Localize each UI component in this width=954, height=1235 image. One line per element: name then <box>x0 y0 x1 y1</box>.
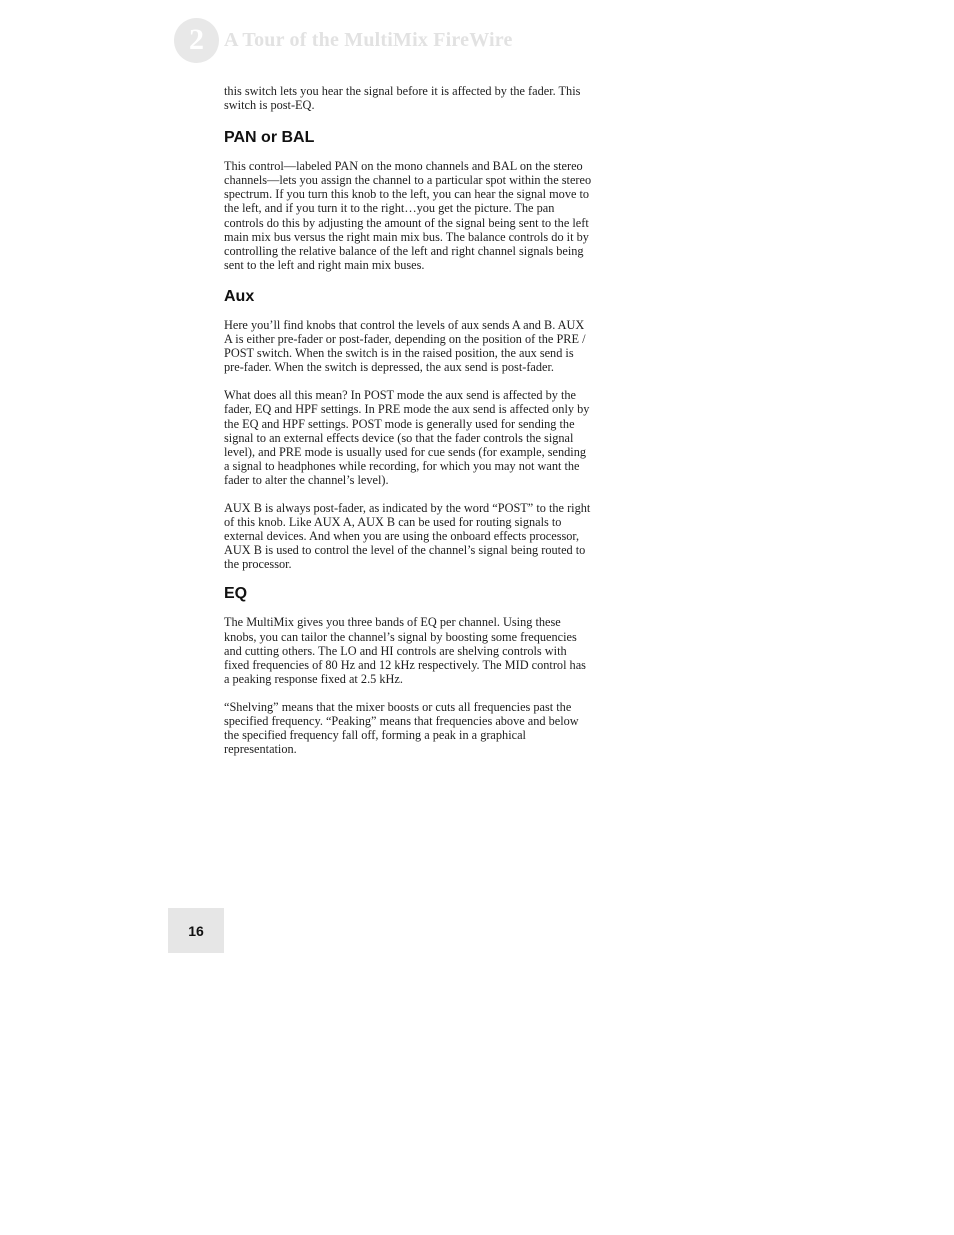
aux-paragraph-1: Here you’ll find knobs that control the levels of aux sends A and B. AUX A is either pre-fader or post-fader, depending on the position of the PRE / POST switch. When the switch is in the raised position, the aux send is pre-fader. When the switch is depressed, the aux send is post-fader. <box>224 317 586 375</box>
intro-paragraph: this switch lets you hear the signal before it is affected by the fader. This switch is post-EQ. <box>224 84 581 113</box>
eq-paragraph-2: “Shelving” means that the mixer boosts or cuts all frequencies past the specified frequency. “Peaking” means that frequencies above and below the specified frequency fall off, forming a peak in a graphical representation. <box>224 699 579 757</box>
page-content <box>224 84 592 756</box>
aux-paragraph-3: AUX B is always post-fader, as indicated by the word “POST” to the right of this knob. Like AUX A, AUX B can be used for routing signals to external devices. And when you are using the onboard effects processor, AUX B is used to control the level of the channel’s signal being routed to the processor. <box>224 500 591 572</box>
section-heading-aux: Aux <box>224 287 255 305</box>
eq-paragraph-1: The MultiMix gives you three bands of EQ per channel. Using these knobs, you can tailor the channel’s signal by boosting some frequencies and cutting others. The LO and HI controls are shelving controls with fixed frequencies of 80 Hz and 12 kHz respectively. The MID control has a peaking response fixed at 2.5 kHz. <box>224 615 586 686</box>
pan-paragraph-1: This control—labeled PAN on the mono channels and BAL on the stereo channels—lets you assign the channel to a particular spot within the stereo spectrum. If you turn this knob to the left, you can hear the signal move to the left, and if you turn it to the right…you get the picture. The pan controls do this by adjusting the amount of the signal being sent to the left main mix bus versus the right main mix bus. The balance controls do it by controlling the relative balance of the left and right channel signals being sent to the left and right main mix buses. <box>224 159 592 272</box>
aux-paragraph-2: What does all this mean? In POST mode the aux send is affected by the fader, EQ and HPF settings. In PRE mode the aux send is affected only by the EQ and HPF settings. POST mode is generally used for sending the signal to an external effects device (so that the fader controls the signal level), and PRE mode is usually used for cue sends (for example, sending a signal to headphones while recording, for which you may not want the fader to alter the channel’s level). <box>224 388 590 487</box>
page-number-box <box>168 908 224 953</box>
chapter-title: A Tour of the MultiMix FireWire <box>224 28 513 51</box>
chapter-number-badge: 2 <box>174 18 219 63</box>
section-heading-pan: PAN or BAL <box>224 129 315 147</box>
page-number: 16 <box>188 922 204 939</box>
chapter-header <box>174 17 513 63</box>
section-heading-eq: EQ <box>224 585 248 603</box>
